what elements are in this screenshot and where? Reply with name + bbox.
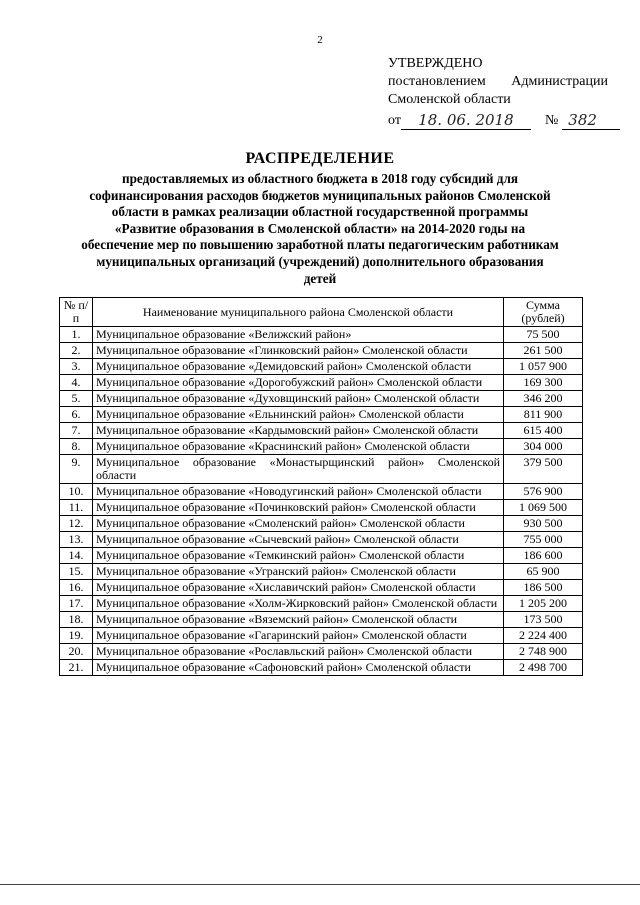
row-num: 8. [60,439,93,455]
row-sum: 1 057 900 [504,359,583,375]
table-row [60,423,583,439]
row-name: Муниципальное образование «Глинковский район» Смоленской области [93,343,504,359]
row-sum: 169 300 [504,375,583,391]
table-row [60,532,583,548]
handwritten-number: 382 [562,111,620,130]
row-num: 9. [60,455,93,484]
table-row [60,548,583,564]
row-sum: 75 500 [504,327,583,343]
table-row [60,516,583,532]
approval-line-2a: постановлением [388,74,486,89]
row-name: Муниципальное образование «Починковский район» Смоленской области [93,500,504,516]
table-row [60,660,583,676]
row-sum: 811 900 [504,407,583,423]
row-name: Муниципальное образование «Кардымовский район» Смоленской области [93,423,504,439]
row-sum: 379 500 [504,455,583,484]
table-header-row [60,298,583,327]
approval-region: Смоленской области [388,92,511,107]
handwritten-date: 18. 06. 2018 [401,111,531,130]
page-number: 2 [317,34,323,46]
row-sum: 2 748 900 [504,644,583,660]
header-num: № п/п [60,298,93,327]
row-num: 4. [60,375,93,391]
row-sum: 2 498 700 [504,660,583,676]
distribution-table [59,297,583,676]
table-row [60,612,583,628]
approval-date-row [388,111,620,130]
row-name: Муниципальное образование «Сычевский район» Смоленской области [93,532,504,548]
table-row [60,375,583,391]
table-row [60,359,583,375]
row-num: 19. [60,628,93,644]
row-name: Муниципальное образование «Рославльский район» Смоленской области [93,644,504,660]
row-num: 21. [60,660,93,676]
row-sum: 65 900 [504,564,583,580]
row-num: 1. [60,327,93,343]
row-sum: 261 500 [504,343,583,359]
table-row [60,455,583,484]
row-sum: 755 000 [504,532,583,548]
row-num: 2. [60,343,93,359]
row-sum: 173 500 [504,612,583,628]
row-name: Муниципальное образование «Гагаринский район» Смоленской области [93,628,504,644]
table-row [60,628,583,644]
row-name: Муниципальное образование «Духовщинский район» Смоленской области [93,391,504,407]
row-name: Муниципальное образование «Демидовский район» Смоленской области [93,359,504,375]
table-row [60,343,583,359]
row-sum: 304 000 [504,439,583,455]
document-heading: РАСПРЕДЕЛЕНИЕ [245,150,395,167]
row-name: Муниципальное образование «Холм-Жирковский район» Смоленской области [93,596,504,612]
row-name: Муниципальное образование «Смоленский район» Смоленской области [93,516,504,532]
table-row [60,391,583,407]
row-name: Муниципальное образование «Ельнинский район» Смоленской области [93,407,504,423]
row-num: 5. [60,391,93,407]
row-num: 6. [60,407,93,423]
table-row [60,484,583,500]
row-sum: 186 500 [504,580,583,596]
row-name: Муниципальное образование «Велижский район» [93,327,504,343]
row-num: 17. [60,596,93,612]
approval-title: УТВЕРЖДЕНО [388,56,483,71]
row-sum: 186 600 [504,548,583,564]
row-sum: 2 224 400 [504,628,583,644]
header-name: Наименование муниципального района Смоленской области [93,298,504,327]
row-sum: 615 400 [504,423,583,439]
row-num: 12. [60,516,93,532]
table-row [60,596,583,612]
row-name: Муниципальное образование «Хиславичский район» Смоленской области [93,580,504,596]
row-num: 13. [60,532,93,548]
row-num: 15. [60,564,93,580]
approval-line-2 [388,73,608,91]
row-sum: 576 900 [504,484,583,500]
row-sum: 1 069 500 [504,500,583,516]
row-name: Муниципальное образование «Сафоновский район» Смоленской области [93,660,504,676]
row-num: 3. [60,359,93,375]
row-name: Муниципальное образование «Вяземский район» Смоленской области [93,612,504,628]
row-num: 11. [60,500,93,516]
approval-block [388,55,620,130]
header-sum: Сумма (рублей) [504,298,583,327]
row-sum: 930 500 [504,516,583,532]
table-row [60,327,583,343]
table-row [60,644,583,660]
table-row [60,564,583,580]
row-num: 14. [60,548,93,564]
row-name: Муниципальное образование «Новодугинский район» Смоленской области [93,484,504,500]
row-num: 10. [60,484,93,500]
approval-line-2b: Администрации [511,74,608,89]
number-sign: № [544,113,559,128]
table-row [60,580,583,596]
row-num: 7. [60,423,93,439]
row-name: Муниципальное образование «Темкинский район» Смоленской области [93,548,504,564]
table-body [60,327,583,676]
row-num: 20. [60,644,93,660]
table-row [60,407,583,423]
date-prefix: от [388,113,401,128]
row-num: 16. [60,580,93,596]
table-row [60,439,583,455]
row-name: Муниципальное образование «Краснинский район» Смоленской области [93,439,504,455]
bottom-rule [0,884,640,885]
row-name: Муниципальное образование «Монастырщинский район» Смоленской области [93,455,504,484]
document-subtitle: предоставляемых из областного бюджета в 2018 году субсидий для софинансирования расходов бюджетов муниципальных районов Смоленской области в рамках реализации областной государственной программы «Развитие образования в Смоленской области» на 2014-2020 годы на обеспечение мер по повышению заработной платы педагогическим работникам муниципальных организаций (учреждений) дополнительного образования детей [81,171,559,286]
table-row [60,500,583,516]
row-name: Муниципальное образование «Дорогобужский район» Смоленской области [93,375,504,391]
row-num: 18. [60,612,93,628]
row-sum: 346 200 [504,391,583,407]
row-name: Муниципальное образование «Угранский район» Смоленской области [93,564,504,580]
row-sum: 1 205 200 [504,596,583,612]
